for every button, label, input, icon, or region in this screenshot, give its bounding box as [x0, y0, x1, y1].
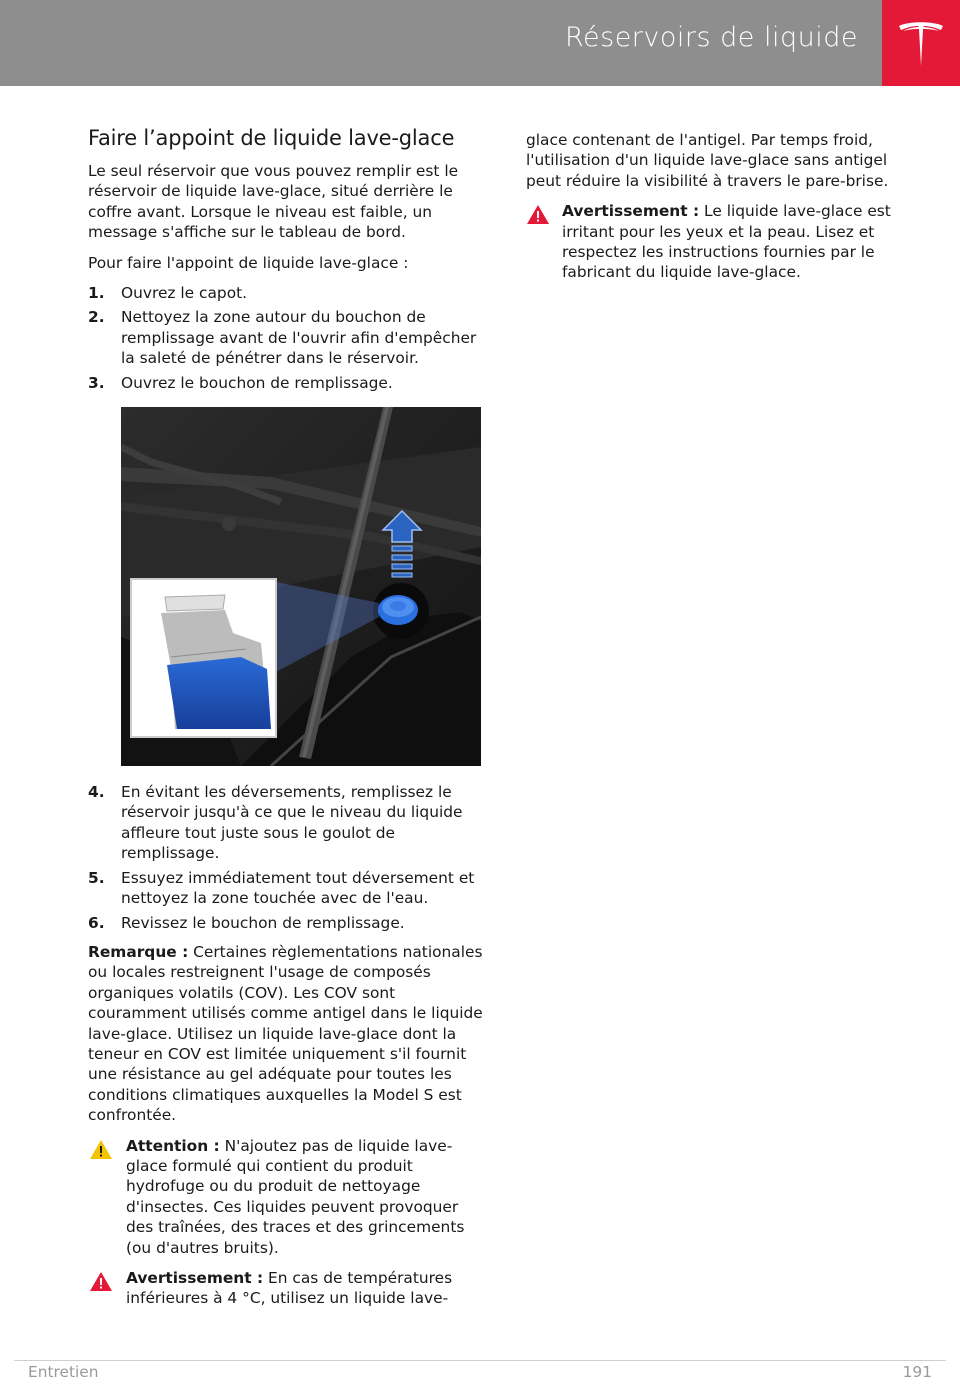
- warning-label: Avertissement :: [126, 1269, 264, 1287]
- step-number: 5.: [88, 868, 105, 887]
- step-number: 6.: [88, 913, 105, 932]
- warning-body-2: [562, 201, 904, 283]
- step-number: 3.: [88, 373, 105, 392]
- caution-text: N'ajoutez pas de liquide lave-glace formulé qui contient du produit hydrofuge ou du produit de nettoyage d'insectes. Ces liquides peuvent provoquer des traînées, des traces et des grincements (ou d'autres bruits).: [126, 1136, 465, 1257]
- warning-text: En cas de températures inférieures à 4 °C, utilisez un liquide lave-: [126, 1269, 453, 1308]
- washer-reservoir-illustration: [121, 407, 481, 766]
- warning-continuation: glace contenant de l'antigel. Par temps froid, l'utilisation d'un liquide lave-glace sans antigel peut réduire la visibilité à travers le pare-brise.: [526, 131, 889, 190]
- warning-notice: [88, 1268, 483, 1309]
- step-number: 1.: [88, 284, 105, 303]
- remark-note: [88, 942, 483, 1126]
- page-number: 191: [902, 1363, 932, 1381]
- remark-text: Certaines règlementations nationales ou locales restreignent l'usage de composés organiques volatils (COV). Les COV sont couramment utilisés comme antigel dans le liquide lave-glace. Utilisez un liquide lave-glace dont la teneur en COV est limitée uniquement s'il fournit une résistance au gel adéquate pour toutes les conditions climatiques auxquelles la Model S est confrontée.: [88, 942, 483, 1125]
- caution-notice: [88, 1136, 483, 1258]
- steps-list-a: [88, 283, 483, 393]
- right-column: [526, 130, 904, 293]
- tesla-logo: [882, 0, 960, 86]
- reservoir-photo-svg: [121, 407, 481, 766]
- warning-triangle-icon: [526, 201, 562, 283]
- page-title: Réservoirs de liquide: [564, 22, 858, 53]
- tesla-t-icon: [898, 18, 944, 68]
- steps-list-b: [88, 782, 483, 933]
- footer-section-label: Entretien: [28, 1363, 99, 1381]
- warning-notice-2: [526, 201, 904, 283]
- warning-label-2: Avertissement :: [562, 202, 700, 221]
- step-text: Nettoyez la zone autour du bouchon de remplissage avant de l'ouvrir afin d'empêcher la saleté de pénétrer dans le réservoir.: [121, 308, 477, 368]
- list-item: [88, 868, 483, 909]
- lead-in-paragraph: Pour faire l'appoint de liquide lave-glace :: [88, 253, 409, 272]
- intro-paragraph: Le seul réservoir que vous pouvez remplir est le réservoir de liquide lave-glace, situé derrière le coffre avant. Lorsque le niveau est faible, un message s'affiche sur le tableau de bord.: [88, 162, 459, 242]
- left-column: [88, 126, 483, 1319]
- warning-text-2: Le liquide lave-glace est irritant pour les yeux et la peau. Lisez et respectez les instructions fournies par le fabricant du liquide lave-glace.: [562, 202, 891, 282]
- list-item: [88, 782, 483, 864]
- remark-label: Remarque :: [88, 942, 189, 961]
- step-text: Revissez le bouchon de remplissage.: [121, 913, 405, 932]
- list-item: [88, 307, 483, 368]
- step-text: Ouvrez le capot.: [121, 284, 248, 303]
- list-item: [88, 913, 483, 933]
- caution-body: [126, 1136, 483, 1258]
- footer-divider: [14, 1360, 946, 1361]
- caution-triangle-icon: [88, 1136, 126, 1258]
- step-number: 2.: [88, 308, 105, 327]
- warning-triangle-icon: [88, 1268, 126, 1309]
- step-number: 4.: [88, 783, 105, 802]
- step-text: Ouvrez le bouchon de remplissage.: [121, 373, 393, 392]
- step-text: Essuyez immédiatement tout déversement et nettoyez la zone touchée avec de l'eau.: [121, 868, 475, 908]
- section-heading: Faire l’appoint de liquide lave-glace: [88, 126, 455, 150]
- list-item: [88, 283, 483, 303]
- warning-body: [126, 1268, 483, 1309]
- step-text: En évitant les déversements, remplissez le réservoir jusqu'à ce que le niveau du liquide affleure tout juste sous le goulot de remplissage.: [121, 783, 463, 863]
- caution-label: Attention :: [126, 1136, 220, 1155]
- list-item: [88, 373, 483, 393]
